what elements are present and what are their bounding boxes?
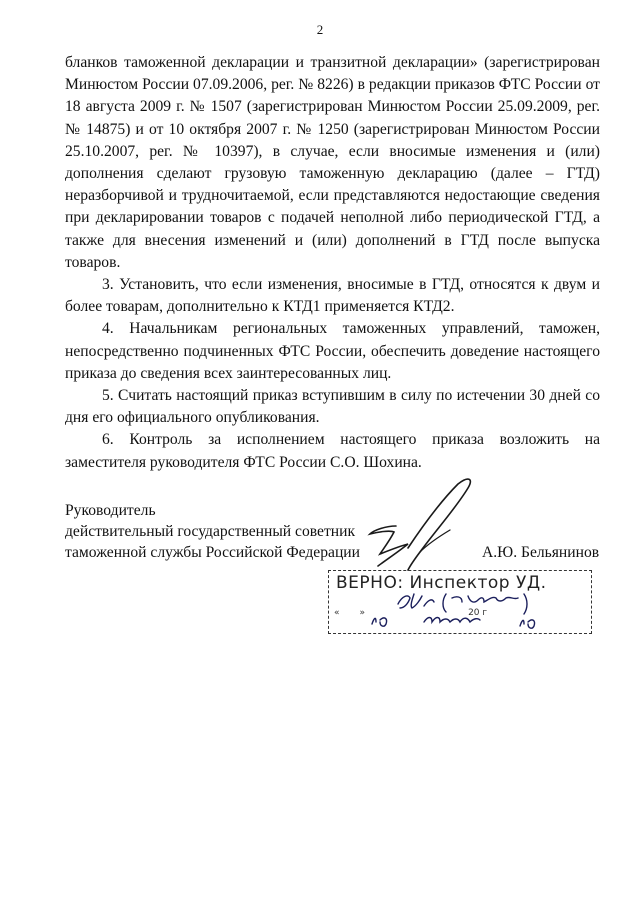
signer-title-line-1: Руководитель [65,502,156,519]
paragraph-3: 3. Установить, что если изменения, вносимые в ГТД, относятся к двум и более товарам, дополнительно к КТД1 применяется КТД2. [65,276,600,316]
stamp-date-close-quote: » [359,608,366,618]
certification-stamp [328,570,592,634]
paragraph-5: 5. Считать настоящий приказ вступившим в силу по истечении 30 дней со дня его официального опубликования. [65,387,600,427]
signer-title-line-3: таможенной службы Российской Федерации [65,544,360,561]
signature-block [65,500,600,563]
stamp-date-open-quote: « [334,608,340,618]
stamp-date-year: 20 г [468,608,488,618]
paragraph-2-continuation: бланков таможенной декларации и транзитной декларации» (зарегистрирован Минюстом России 07.09.2006, рег. № 8226) в редакции приказов ФТС России от 18 августа 2009 г. № 1507 (зарегистрирован Минюстом России 25.09.2009, рег. № 14875) и от 10 октября 2007 г. № 1250 (зарегистрирован Минюстом России 25.10.2007, рег. № 10397), в случае, если вносимые изменения и (или) дополнения сделают грузовую таможенную декларацию (далее – ГТД) неразборчивой и трудночитаемой, если представляются недостающие сведения при декларировании товаров с подачей неполной либо периодической ГТД, а также для внесения изменений и (или) дополнений в ГТД после выпуска товаров. [65,54,600,271]
stamp-title: ВЕРНО: Инспектор УД. [336,573,547,593]
page-number: 2 [316,22,324,37]
signer-name: А.Ю. Бельянинов [482,544,600,561]
paragraph-6: 6. Контроль за исполнением настоящего приказа возложить на заместителя руководителя ФТС России С.О. Шохина. [65,431,600,471]
document-body [65,52,600,474]
paragraph-4: 4. Начальникам региональных таможенных управлений, таможен, непосредственно подчиненных ФТС России, обеспечить доведение настоящего приказа до сведения всех заинтересованных лиц. [65,320,600,382]
stamp-handwriting [328,570,592,634]
signer-title-line-2: действительный государственный советник [65,523,356,540]
handwritten-signature [350,470,480,580]
